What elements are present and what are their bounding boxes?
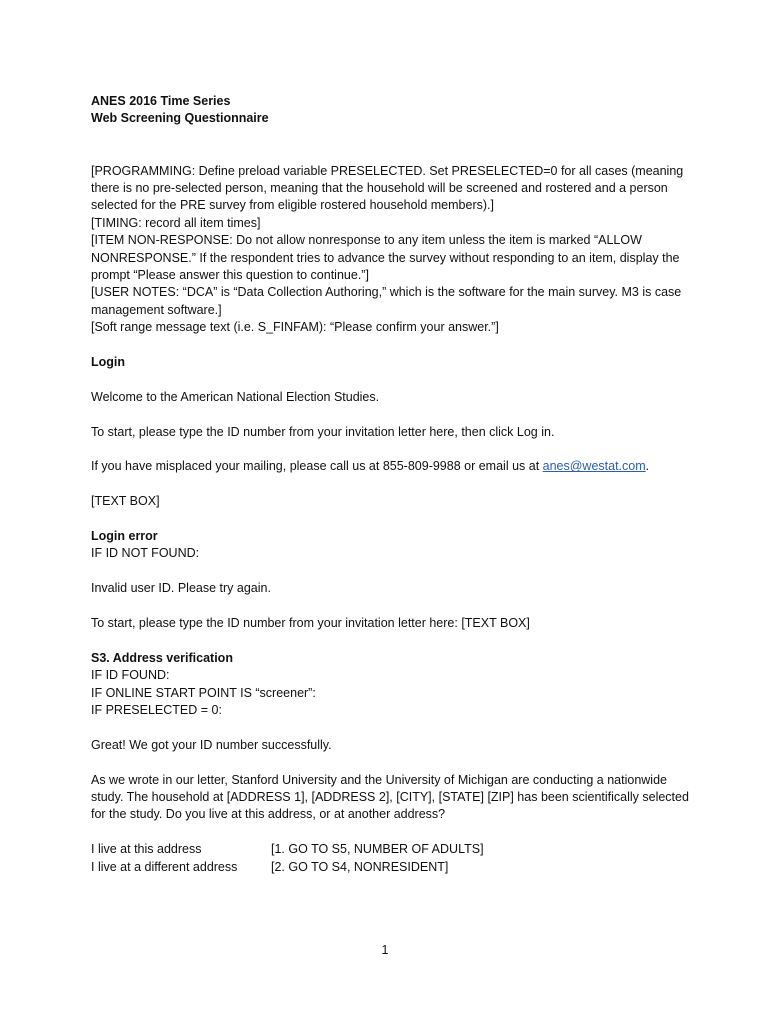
programming-note: [PROGRAMMING: Define preload variable PRESELECTED. Set PRESELECTED=0 for all cases (meaning there is no pre-selected person, meaning that the household will be screened and rostered and a person selected for the PRE survey from eligible rostered household members).] [91, 163, 684, 213]
login-textbox-placeholder: [TEXT BOX] [91, 494, 160, 509]
s3-success-message: Great! We got your ID number successfully. [91, 737, 332, 752]
login-error-heading: Login error [91, 529, 158, 544]
answer-option-action: [1. GO TO S5, NUMBER OF ADULTS] [271, 842, 484, 857]
misplaced-text-pre: If you have misplaced your mailing, please call us at 855-809-9988 or email us at [91, 459, 543, 474]
document-subtitle: Web Screening Questionnaire [91, 111, 269, 126]
misplaced-text-post: . [645, 459, 650, 474]
s3-question-body: As we wrote in our letter, Stanford University and the University of Michigan are conducting a nationwide study. The household at [ADDRESS 1], [ADDRESS 2], [CITY], [STATE] [ZIP] has been scientifically selected for the study. Do you live at this address, or at another address? [91, 772, 689, 822]
item-nonresponse-note: [ITEM NON-RESPONSE: Do not allow nonresponse to any item unless the item is marked “ALLOW NONRESPONSE.” If the respondent tries to advance the survey without responding to an item, display the prompt “Please answer this question to continue.”] [91, 233, 680, 283]
id-not-found-condition: IF ID NOT FOUND: [91, 546, 200, 561]
page-number: 1 [381, 943, 389, 957]
s3-condition-id-found: IF ID FOUND: [91, 668, 170, 683]
s3-condition-preselected: IF PRESELECTED = 0: [91, 703, 222, 718]
document-body [91, 93, 691, 876]
login-heading: Login [91, 355, 126, 370]
answer-option [91, 859, 691, 876]
answer-option-label: I live at a different address [91, 859, 238, 874]
s3-heading: S3. Address verification [91, 650, 233, 665]
retry-instruction: To start, please type the ID number from your invitation letter here: [TEXT BOX] [91, 616, 530, 631]
misplaced-mailing-text [91, 458, 691, 475]
login-instruction: To start, please type the ID number from your invitation letter here, then click Log in. [91, 424, 555, 439]
email-link[interactable]: anes@westat.com [542, 459, 646, 474]
s3-condition-start-point: IF ONLINE START POINT IS “screener”: [91, 685, 316, 700]
timing-note: [TIMING: record all item times] [91, 215, 261, 230]
document-title: ANES 2016 Time Series [91, 94, 231, 108]
invalid-id-message: Invalid user ID. Please try again. [91, 581, 271, 596]
user-notes: [USER NOTES: “DCA” is “Data Collection Authoring,” which is the software for the main survey. M3 is case management software.] [91, 285, 682, 317]
soft-range-note: [Soft range message text (i.e. S_FINFAM): “Please confirm your answer.”] [91, 320, 499, 335]
answer-option-action: [2. GO TO S4, NONRESIDENT] [271, 859, 449, 874]
answer-option-label: I live at this address [91, 842, 202, 857]
welcome-text: Welcome to the American National Election Studies. [91, 389, 380, 404]
answer-option [91, 841, 691, 858]
